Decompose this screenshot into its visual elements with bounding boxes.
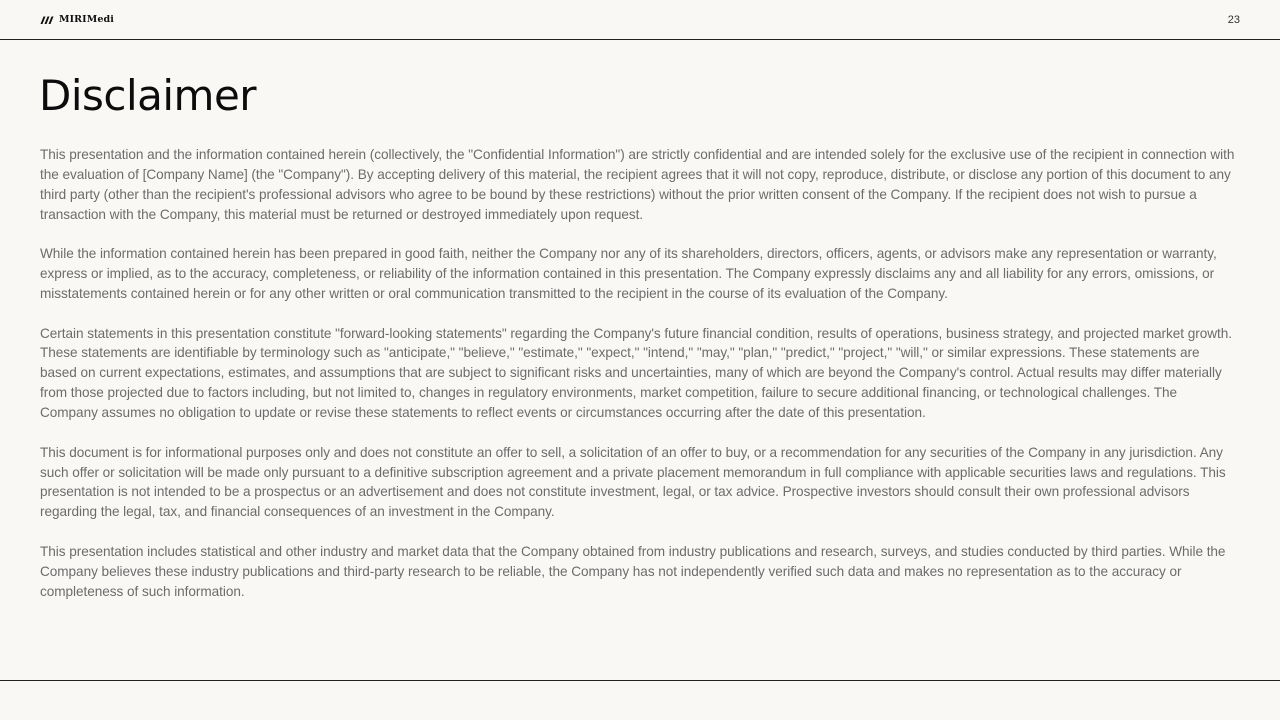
disclaimer-body bbox=[40, 145, 1235, 621]
mirimedi-logo-icon bbox=[40, 15, 55, 25]
page-header bbox=[0, 0, 1280, 40]
footer-divider bbox=[0, 680, 1280, 681]
disclaimer-paragraph-no-offer: This document is for informational purposes only and does not constitute an offer to sell, a solicitation of an offer to buy, or a recommendation for any securities of the Company in any jurisdiction. Any such offer or solicitation will be made only pursuant to a definitive subscription agreement and a private placement memorandum in full compliance with applicable securities laws and regulations. This presentation is not intended to be a prospectus or an advertisement and does not constitute investment, legal, or tax advice. Prospective investors should consult their own professional advisors regarding the legal, tax, and financial consequences of an investment in the Company. bbox=[40, 444, 1226, 520]
disclaimer-paragraph-no-warranty: While the information contained herein has been prepared in good faith, neither the Company nor any of its shareholders, directors, officers, agents, or advisors make any representation or warranty, express or implied, as to the accuracy, completeness, or reliability of the information contained in this presentation. The Company expressly disclaims any and all liability for any errors, omissions, or misstatements contained herein or for any other written or oral communication transmitted to the recipient in the course of its evaluation of the Company. bbox=[40, 246, 1217, 302]
disclaimer-paragraph-third-party-data: This presentation includes statistical and other industry and market data that the Company obtained from industry publications and research, surveys, and studies conducted by third parties. While the Company believes these industry publications and third-party research to be reliable, the Company has not independently verified such data and makes no representation as to the accuracy or completeness of such information. bbox=[40, 543, 1226, 599]
disclaimer-paragraph-confidentiality: This presentation and the information contained herein (collectively, the "Confidential Information") are strictly confidential and are intended solely for the exclusive use of the recipient in connection with the evaluation of [Company Name] (the "Company"). By accepting delivery of this material, the recipient agrees that it will not copy, reproduce, distribute, or disclose any portion of this document to any third party (other than the recipient's professional advisors who agree to be bound by these restrictions) without the prior written consent of the Company. If the recipient does not wish to pursue a transaction with the Company, this material must be returned or destroyed immediately upon request. bbox=[40, 147, 1235, 222]
brand bbox=[40, 14, 114, 25]
page-title: Disclaimer bbox=[39, 71, 257, 120]
page-number: 23 bbox=[1227, 14, 1240, 26]
brand-name: MIRIMedi bbox=[59, 14, 114, 25]
disclaimer-paragraph-forward-looking: Certain statements in this presentation constitute "forward-looking statements" regarding the Company's future financial condition, results of operations, business strategy, and projected market growth. These statements are identifiable by terminology such as "anticipate," "believe," "estimate," "expect," "intend," "may," "plan," "predict," "project," "will," or similar expressions. These statements are based on current expectations, estimates, and assumptions that are subject to significant risks and uncertainties, many of which are beyond the Company's control. Actual results may differ materially from those projected due to factors including, but not limited to, changes in regulatory environments, market competition, failure to secure additional financing, or technological challenges. The Company assumes no obligation to update or revise these statements to reflect events or circumstances occurring after the date of this presentation. bbox=[40, 325, 1232, 421]
